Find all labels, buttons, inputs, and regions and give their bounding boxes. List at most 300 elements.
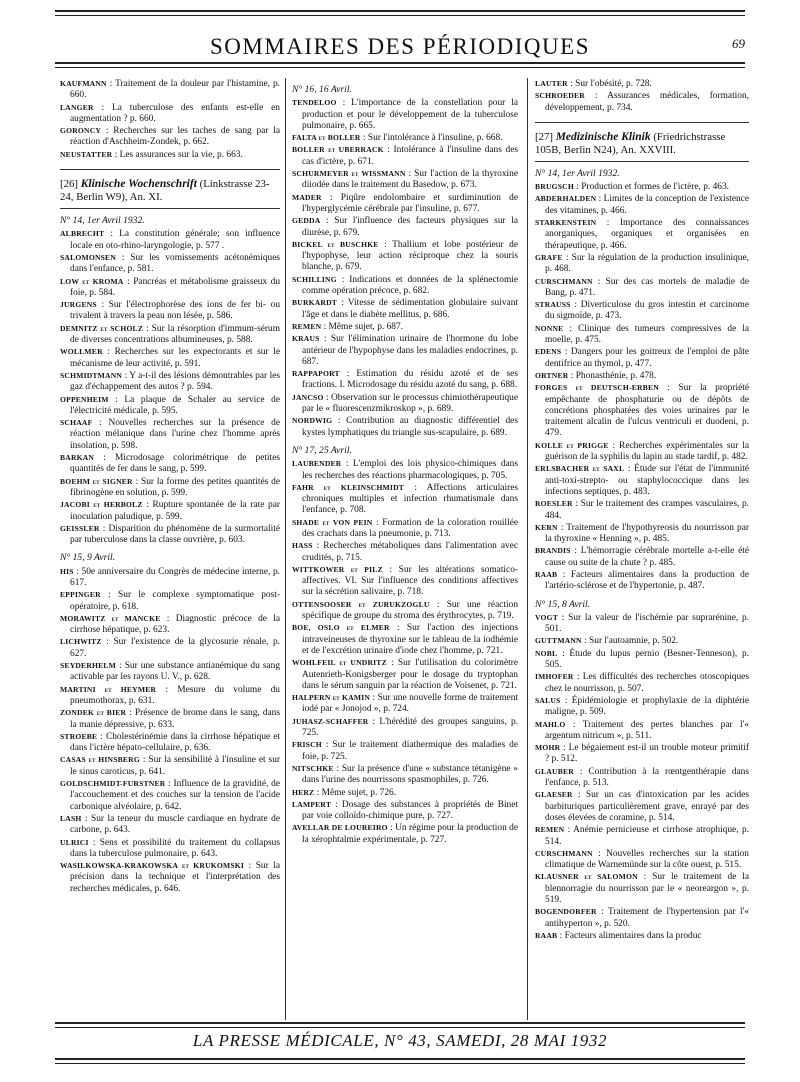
article-entry [60, 149, 280, 161]
article-title: : Sur une nouvelle forme de traitement iodé par « Jonojod », p. 724. [302, 693, 519, 715]
article-title: : Traitement de l'hypothyreosis du nourrisson par la thyroxine « Henning », p. 485. [545, 522, 750, 545]
article-entry [292, 333, 518, 368]
article-title: : Sur la teneur du muscle cardiaque en hydrate de carbone, p. 643. [70, 813, 280, 836]
article-entry [60, 370, 280, 394]
article-entry [535, 382, 749, 439]
article-author: HALPERN et KAMIN [292, 693, 371, 703]
issue-heading: N° 17, 25 Avril. [292, 444, 352, 456]
article-entry [292, 239, 518, 274]
article-author: CASAS et HINSBERG [60, 755, 140, 765]
article-entry [535, 848, 749, 872]
article-title: : Sur une substance antianémique du sang activable par les rayons U. V., p. 628. [70, 661, 281, 683]
column-divider [285, 78, 286, 1020]
page-header [55, 10, 745, 66]
article-entry [60, 102, 280, 126]
article-title: : Mesure du volume du pneumothorax, p. 631. [70, 684, 280, 706]
article-author: GLAESER [535, 790, 573, 800]
article-entry [535, 635, 749, 647]
article-entry [535, 824, 749, 848]
article-author: LASH [60, 813, 82, 823]
article-title: : Étude sur l'état de l'immunité anti-toxi-strepto- ou staphylococcique dans les infections septiques, p. 483. [545, 464, 749, 497]
article-title: : Cholestérinémie dans la cirrhose hépatique et dans l'ictère hépato-cellulaire, p. 636. [70, 731, 280, 754]
article-author: RAAB [535, 930, 558, 940]
journal-name: Medizinische Klinik [555, 130, 651, 143]
article-title: : Étude du lupus pernio (Besner-Tenneson), p. 505. [545, 648, 750, 671]
article-title: : Pancréas et métabolisme graisseux du foie, p. 584. [70, 276, 281, 298]
article-title: : Sur l'autoamnie, p. 502. [584, 636, 679, 647]
article-title: : Sur la sensibilité à l'insuline et sur le sinus caroticus, p. 641. [70, 755, 280, 777]
article-author: ROESLER [535, 499, 573, 509]
article-title: : Sur l'obésité, p. 728. [570, 79, 652, 89]
article-author: REMEN [535, 825, 565, 835]
article-author: GEISSLER [60, 523, 100, 533]
journal-number: [27] [535, 130, 553, 143]
journal-name: Klinische Wochenschrift [80, 178, 197, 191]
article-author: GLAUBER [535, 766, 574, 776]
article-title: : Recherches sur les taches de sang par la réaction d'Aschheim-Zondek, p. 662. [70, 126, 281, 148]
article-title: : Traitement de l'hypertension par l'« antihyperton », p. 520. [545, 907, 749, 929]
article-author: NITSCHKE [292, 763, 334, 773]
article-author: REMEN [292, 321, 322, 331]
article-title: : La tuberculose des enfants est-elle en augmentation ? p. 660. [70, 102, 280, 124]
article-entry [535, 463, 749, 498]
article-entry [535, 78, 749, 90]
article-entry [60, 78, 280, 102]
article-author: GRAFE [535, 252, 563, 262]
article-entry [60, 613, 280, 637]
issue-heading: N° 14, 1er Avril 1932. [60, 215, 145, 227]
journal-address: (Friedrichstrasse 105B, Berlin N24), An. XXVIII. [535, 130, 726, 156]
article-title: : Le bégaiement est-il un trouble moteur primitif ? p. 512. [545, 743, 750, 765]
article-title: : 50e anniversaire du Congrès de médecine interne, p. 617. [70, 566, 280, 588]
article-author: JURGENS [60, 300, 97, 310]
article-author: RAAB [535, 569, 558, 579]
article-author: STARKENSTEIN [535, 218, 597, 228]
page-title: SOMMAIRES DES PÉRIODIQUES [210, 34, 590, 59]
article-entry [60, 323, 280, 347]
article-author: SCHURMEYER et WISSMANN [292, 169, 406, 179]
article-author: LICHWITZ [60, 637, 102, 647]
article-author: TENDELOO [292, 98, 337, 108]
article-author: RAPPAPORT [292, 369, 340, 379]
footer-top-rule [55, 1022, 745, 1024]
column-2 [292, 78, 518, 846]
article-entry [535, 742, 749, 766]
journal-rule [60, 208, 280, 209]
article-author: VOGT [535, 612, 559, 622]
journal-rule [535, 161, 749, 162]
article-author: ERLSBACHER et SAXL [535, 464, 625, 474]
article-title: : Même sujet, p. 726. [316, 787, 397, 798]
article-entry [535, 648, 749, 672]
article-title: : Traitement des pertes blanches par l'« argentum nitricum », p. 511. [545, 719, 749, 741]
article-author: OPPENHEIM [60, 394, 109, 404]
article-author: GORONCY [60, 126, 102, 136]
journal-heading [60, 169, 280, 204]
journal-address: (Linkstrasse 23-24, Berlin W9), An. XI. [60, 178, 270, 204]
article-entry [292, 144, 518, 168]
article-title: : Sur le traitement de la blennorragie du nourrisson par le « neoreargon », p. 519. [545, 872, 750, 905]
article-title: : Indications et données de la splénectomie comme opération précoce, p. 682. [302, 274, 518, 297]
article-author: IMHOFER [535, 672, 574, 682]
article-author: ZONDEK et BIER [60, 708, 127, 718]
article-author: JANCSO [292, 392, 324, 402]
article-title: : Sens et possibilité du traitement du collapsus dans la tuberculose pulmonaire, p. 643. [70, 837, 280, 859]
article-entry [292, 132, 518, 144]
article-author: FORGES et DEUTSCH-ERBEN [535, 383, 659, 393]
article-title: : Sur l'intolérance à l'insuline, p. 668. [362, 133, 503, 144]
article-entry [292, 517, 518, 541]
article-author: WOHLFEIL et UNDRITZ [292, 658, 387, 668]
article-title: : Affections articulaires chroniques multiples et infection rhumatismale dans l'enfance, p. 708. [302, 482, 519, 516]
article-author: GUTTMANN [535, 636, 582, 646]
article-entry [60, 837, 280, 861]
article-title: : Sur une réaction spécifique de groupe du stroma des érythrocytes, p. 719. [302, 599, 519, 622]
article-author: ORTNER [535, 370, 569, 380]
article-title: : L'importance de la constellation pour la production et pour le développement de la tuberculose pulmonaire, p. 665. [302, 98, 518, 131]
article-entry [535, 671, 749, 695]
article-author: HASS [292, 541, 313, 551]
article-author: JACOBI et HERBOLZ [60, 500, 143, 510]
article-entry [292, 297, 518, 321]
article-title: : Sur la valeur de l'ischémie par suprarénine, p. 501. [545, 612, 750, 635]
article-title: : Recherches expérimentales sur la guérison de la syphilis du lapin au stade tardif, p. 482. [545, 440, 750, 463]
article-entry [535, 498, 749, 522]
article-title: : Sur la propriété empêchante de phosphaturie ou de dépôts de concrétions phosphatées des voies urinaires par le traitement alcalin de l'ulcus ventriculi et duodeni, p. 479. [545, 383, 750, 439]
article-entry [60, 252, 280, 276]
article-author: LAUBENDER [292, 459, 342, 469]
article-entry [60, 731, 280, 755]
article-entry [292, 458, 518, 482]
article-entry [535, 299, 749, 323]
issue-heading: N° 15, 9 Avril. [60, 552, 116, 564]
article-entry [535, 370, 749, 382]
article-entry [535, 906, 749, 930]
article-entry [292, 321, 518, 333]
article-entry [292, 822, 518, 846]
article-author: SCHILLING [292, 274, 337, 284]
article-title: : Même sujet, p. 687. [323, 321, 404, 332]
article-entry [292, 540, 518, 564]
article-title: : Disparition du phénomène de la surmortalité par tuberculose dans la classe ouvrière, p. 603. [70, 523, 281, 546]
issue-heading: N° 15, 8 Avril. [535, 598, 591, 610]
article-title: : Contribution à la rœntgenthérapie dans l'enfance, p. 513. [545, 766, 750, 789]
article-author: NOBL [535, 648, 558, 658]
article-entry [60, 566, 280, 590]
article-entry [535, 181, 749, 193]
article-title: : Recherches sur les expectorants et sur le mécanisme de leur activité, p. 591. [70, 347, 281, 369]
article-author: JUHASZ-SCHAFFER [292, 716, 369, 726]
article-entry [60, 125, 280, 149]
article-entry [535, 193, 749, 217]
article-title: : Rupture spontanée de la rate par inoculation paludique, p. 599. [70, 500, 280, 522]
article-title: : Facteurs alimentaires dans la produc [559, 930, 702, 941]
article-entry [60, 346, 280, 370]
article-author: EDENS [535, 347, 562, 357]
article-title: : Sur les altérations somatico-affectives. VI. Sur l'influence des conditions affectives sur la sécrétion salivaire, p. 718. [302, 564, 519, 598]
article-entry [292, 599, 518, 623]
article-entry [292, 716, 518, 740]
article-title: : Sur des cas mortels de maladie de Bang, p. 471. [545, 276, 749, 298]
article-title: : Sur l'action des injections intraveineuses de thyroxine sur le tableau de la iodhémie et de l'excrétion urinaire d'iode chez l'homme, p. 721. [302, 623, 519, 656]
article-title: : Présence de brome dans le sang, dans la manie dépressive, p. 633. [70, 708, 280, 730]
article-title: : Diverticulose du gros intestin et carcinome du sigmoïde, p. 473. [545, 300, 749, 322]
article-title: : Facteurs alimentaires dans la production de l'artério-sclérose et de l'hypertonie, p. 487. [545, 569, 750, 592]
article-title: : Sur l'électrophorèse des ions de fer bi- ou trivalent à travers la peau non lésée, p. 586. [70, 300, 281, 322]
footer-text: LA PRESSE MÉDICALE, N° 43, SAMEDI, 28 MAI 1932 [192, 1031, 608, 1050]
article-author: STRAUSS [535, 300, 571, 310]
article-entry [60, 499, 280, 523]
page-footer [55, 1022, 745, 1062]
article-entry [60, 813, 280, 837]
issue-heading: N° 14, 1er Avril 1932. [535, 167, 620, 179]
article-title: : Limites de la conception de l'existence des vitamines, p. 466. [545, 194, 749, 216]
article-author: EPPINGER [60, 590, 101, 600]
article-title: : Dosage des substances à propriétés de Binet par voie colloïdo-chimique pure, p. 727. [302, 799, 519, 822]
article-title: : Les difficultés des recherches otoscopiques chez le nourrisson, p. 507. [545, 672, 749, 694]
issue-heading: N° 16, 16 Avril. [292, 84, 352, 95]
article-title: : Importance des connaissances anorganiques, organiques et organisées en thérapeutique, p. 466. [545, 218, 749, 251]
article-title: : Les assurances sur la vie, p. 663. [114, 149, 243, 160]
article-entry [535, 217, 749, 252]
article-entry [292, 392, 518, 416]
article-title: : Épidémiologie et prophylaxie de la diphtérie maligne, p. 509. [545, 695, 750, 718]
article-entry [535, 346, 749, 370]
article-author: KOLLE et PRIGGE [535, 440, 609, 450]
article-title: : Sur la régulation de la production insulinique, p. 468. [545, 252, 750, 275]
article-title: : Sur le traitement diathermique des maladies de foie, p. 725. [302, 740, 519, 762]
article-author: LAUTER [535, 79, 568, 88]
article-entry [60, 636, 280, 660]
article-entry [535, 323, 749, 347]
article-title: : Traitement de la douleur par l'histamine, p. 660. [70, 79, 281, 101]
article-entry [292, 787, 518, 799]
article-title: : Sur l'utilisation du colorimètre Autenrieth-Konigsberger pour le dosage du tryptophan dans le sérum sanguin par la réaction de Voisenet, p. 721. [302, 658, 518, 691]
article-entry [535, 90, 749, 114]
article-title: : Dangers pour les goitreux de l'emploi de pâte dentifrice au thymol, p. 477. [545, 347, 749, 369]
article-author: NEUSTATTER [60, 149, 113, 159]
article-author: BARKAN [60, 453, 95, 463]
article-author: CURSCHMANN [535, 276, 593, 286]
article-title: : Sur l'action de la thyroxine diiodée dans le traitement du Basedow, p. 673. [302, 169, 518, 191]
article-title: : Formation de la coloration rouillée des crachats dans la pneumonie, p. 713. [302, 517, 519, 539]
article-author: SCHMIDTMANN [60, 370, 123, 380]
article-author: SEYDERHELM [60, 661, 117, 671]
article-author: KAUFMANN [60, 79, 107, 88]
article-author: BICKEL et BUSCHKE [292, 239, 379, 249]
article-author: NONNE [535, 323, 564, 333]
article-entry [535, 871, 749, 906]
article-author: AVELLAR DE LOUREIRO [292, 823, 388, 833]
article-title: : Sur le complexe symptomatique post-opératoire, p. 618. [70, 590, 280, 612]
article-entry [535, 766, 749, 790]
article-entry [292, 482, 518, 517]
article-author: LANGER [60, 102, 94, 112]
article-entry [535, 719, 749, 743]
article-author: KERN [535, 522, 558, 532]
article-entry [60, 452, 280, 476]
article-entry [60, 660, 280, 684]
article-entry [60, 707, 280, 731]
article-entry [292, 415, 518, 439]
article-entry [60, 684, 280, 708]
article-author: GEDDA [292, 216, 321, 226]
article-entry [292, 564, 518, 599]
article-author: NORDWIG [292, 416, 333, 426]
article-author: MAHLO [535, 719, 566, 729]
article-entry [60, 523, 280, 547]
column-3 [535, 78, 749, 942]
article-author: ABDERHALDEN [535, 194, 597, 204]
article-title: : Estimation du résidu azoté et de ses fractions. I. Microdosage du résidu azoté du sang, p. 688. [302, 369, 518, 391]
article-author: MOHR [535, 743, 561, 753]
article-author: BOE, OSLO et ELMER [292, 623, 390, 633]
article-entry [60, 394, 280, 418]
article-title: : Anémie pernicieuse et cirrhose atrophique, p. 514. [545, 825, 749, 847]
article-title: : Phonasthénie, p. 478. [570, 370, 657, 381]
article-title: : Un régime pour la production de la xérophtalmie expérimentale, p. 727. [302, 823, 518, 845]
article-author: MADER [292, 192, 322, 202]
article-author: WOLLMER [60, 347, 103, 357]
article-title: : Y a-t-il des lésions démontrables par les gaz d'échappement des autos ? p. 594. [70, 370, 281, 393]
article-title: : Sur l'influence des facteurs physiques sur la diurèse, p. 679. [302, 216, 518, 238]
article-author: DEMNITZ et SCHOLZ [60, 323, 144, 333]
article-author: SALUS [535, 695, 561, 705]
article-entry [292, 192, 518, 216]
article-entry [292, 215, 518, 239]
article-entry [60, 299, 280, 323]
article-entry [535, 569, 749, 593]
article-title: : Nouvelles recherches sur la station climatique de Warnemünde sur la côte ouest, p. 515. [545, 848, 749, 871]
article-entry [292, 274, 518, 298]
article-entry [535, 612, 749, 636]
article-entry [535, 440, 749, 464]
article-author: WITTKOWER et PILZ [292, 564, 383, 574]
article-entry [292, 799, 518, 823]
article-entry [292, 97, 518, 132]
article-title: : Intolérance à l'insuline dans des cas d'ictère, p. 671. [302, 145, 518, 167]
article-author: BOEHM et SIGNER [60, 476, 133, 486]
article-entry [535, 276, 749, 300]
article-entry [535, 789, 749, 824]
article-entry [60, 417, 280, 452]
column-1 [60, 78, 280, 895]
article-title: : L'hémorragie cérébrale mortelle a-t-elle été cause ou suite de la chute ? p. 485. [545, 546, 749, 568]
article-title: : Piqûre endolombaire et surdiminution de l'hyperglycémie cérébrale par l'insuline, p. 677. [302, 192, 518, 214]
article-author: MARTINI et HEYMER [60, 684, 157, 694]
article-title: : Sur la résorption d'immum-sérum de diverses concentrations albumineuses, p. 588. [70, 323, 280, 346]
article-title: : L'hérédité des groupes sanguins, p. 725. [302, 716, 519, 739]
article-entry [60, 476, 280, 500]
article-entry [535, 695, 749, 719]
article-entry [292, 168, 518, 192]
article-title: : Thallium et lobe postérieur de l'hypophyse, leur action réciproque chez la souris blanche, p. 679. [302, 239, 519, 273]
article-entry [60, 276, 280, 300]
article-author: MORAWITZ et MANCKE [60, 613, 161, 623]
page-number: 69 [732, 36, 745, 51]
article-title: : Influence de la gravidité, de l'accouchement et des couches sur la tension de l'acide carbonique alvéolaire, p. 642. [70, 779, 280, 812]
article-title: : Diagnostic précoce de la cirrhose hépatique, p. 623. [70, 613, 280, 636]
article-entry [535, 252, 749, 276]
article-title: : Microdosage colorimétrique de petites quantités de fer dans le sang, p. 599. [70, 453, 281, 475]
article-entry [535, 522, 749, 546]
article-title: : Sur l'élimination urinaire de l'hormone du lobe antérieur de l'hypophyse dans les maladies endocrines, p. 687. [302, 334, 519, 367]
article-entry [60, 778, 280, 813]
article-author: OTTENSOOSER et ZURUKZOGLU [292, 599, 430, 609]
article-title: : Sur les vomissements acétonémiques dans l'enfance, p. 581. [70, 252, 281, 275]
article-entry [60, 228, 280, 252]
article-entry [535, 545, 749, 569]
article-author: SHADE et VON PEIN [292, 517, 373, 527]
article-entry [292, 739, 518, 763]
article-author: WASILKOWSKA-KRAKOWSKA et KRUKOMSKI [60, 861, 245, 871]
article-author: SALOMONSEN [60, 252, 117, 262]
article-author: GOLDSCHMIDT-FURSTNER [60, 779, 166, 789]
footer-bottom-rule [55, 1058, 745, 1060]
article-entry [292, 692, 518, 716]
article-author: FAHR et KLEINSCHMIDT [292, 482, 405, 492]
article-author: ALBRECHT [60, 229, 105, 239]
article-author: FALTA et BOLLER [292, 133, 361, 143]
column-divider [527, 78, 528, 1020]
article-entry [535, 930, 749, 942]
article-author: BOGENDORFER [535, 907, 597, 917]
article-title: : Sur l'existence de la glycosurie rénale, p. 627. [70, 637, 280, 659]
article-author: STROEBE [60, 731, 98, 741]
article-author: HERZ [292, 787, 315, 797]
article-author: LAMPERT [292, 799, 332, 809]
article-title: : Sur la présence d'une « substance tétanigène » dans l'urine des nourrissons spasmophiles, p. 726. [302, 763, 518, 786]
article-title: : Production et formes de l'ictère, p. 463. [576, 182, 730, 193]
article-title: : La plaque de Schaler au service de l'électricité médicale, p. 595. [70, 394, 281, 416]
journal-number: [26] [60, 178, 78, 191]
article-author: BRUGSCH [535, 182, 574, 192]
article-title: : L'emploi des lois physico-chimiques dans les recherches des réactions pharmacologiques, p. 705. [302, 459, 519, 481]
article-author: BURKARDT [292, 298, 338, 308]
article-title: : Sur un cas d'intoxication par les acides barbituriques particulièrement grave, enrayé par des doses élevées de coramine, p. 514. [545, 790, 749, 823]
article-author: SCHAAF [60, 418, 93, 428]
article-author: CURSCHMANN [535, 848, 593, 858]
article-title: : Sur la précision dans la technique et l'interprétation des recherches médicales, p. 646. [70, 861, 280, 894]
article-entry [292, 763, 518, 787]
article-entry [292, 657, 518, 692]
article-title: : La constitution générale; son influence locale en oto-rhino-laryngologie, p. 577 . [70, 229, 281, 251]
article-entry [60, 589, 280, 613]
article-entry [292, 622, 518, 657]
article-author: FRISCH [292, 740, 322, 750]
article-author: LOW et KROMA [60, 276, 124, 286]
article-author: BRANDIS [535, 546, 571, 556]
article-title: : Vitesse de sédimentation globulaire suivant l'âge et dans le diabète mellitus, p. 686. [302, 298, 518, 320]
article-entry [292, 368, 518, 392]
article-author: ULRICI [60, 837, 89, 847]
article-title: : Recherches métaboliques dans l'alimentation avec crudités, p. 715. [302, 541, 519, 563]
header-top-rule [55, 10, 745, 12]
article-title: : Observation sur le processus chimiothérapeutique par le « fluorescenzmikroskop », p. 689. [302, 392, 518, 415]
article-entry [60, 860, 280, 895]
article-author: KLAUSNER et SALOMON [535, 872, 638, 882]
journal-heading [535, 122, 749, 157]
article-title: : Sur la forme des petites quantités de fibrinogène en solution, p. 599. [70, 476, 280, 498]
article-title: : Assurances médicales, formation, développement, p. 734. [545, 91, 750, 113]
article-title: : Contribution au diagnostic différentiel des kystes lymphatiques du triangle sus-scapulaire, p. 689. [302, 416, 518, 438]
article-author: HIS [60, 566, 74, 576]
article-entry [60, 754, 280, 778]
article-title: : Nouvelles recherches sur la présence de réaction mélanique dans l'urine chez l'homme après insolation, p. 598. [70, 418, 280, 451]
article-author: SCHROEDER [535, 91, 585, 101]
article-author: KRAUS [292, 334, 320, 344]
header-bottom-rule [55, 62, 745, 64]
